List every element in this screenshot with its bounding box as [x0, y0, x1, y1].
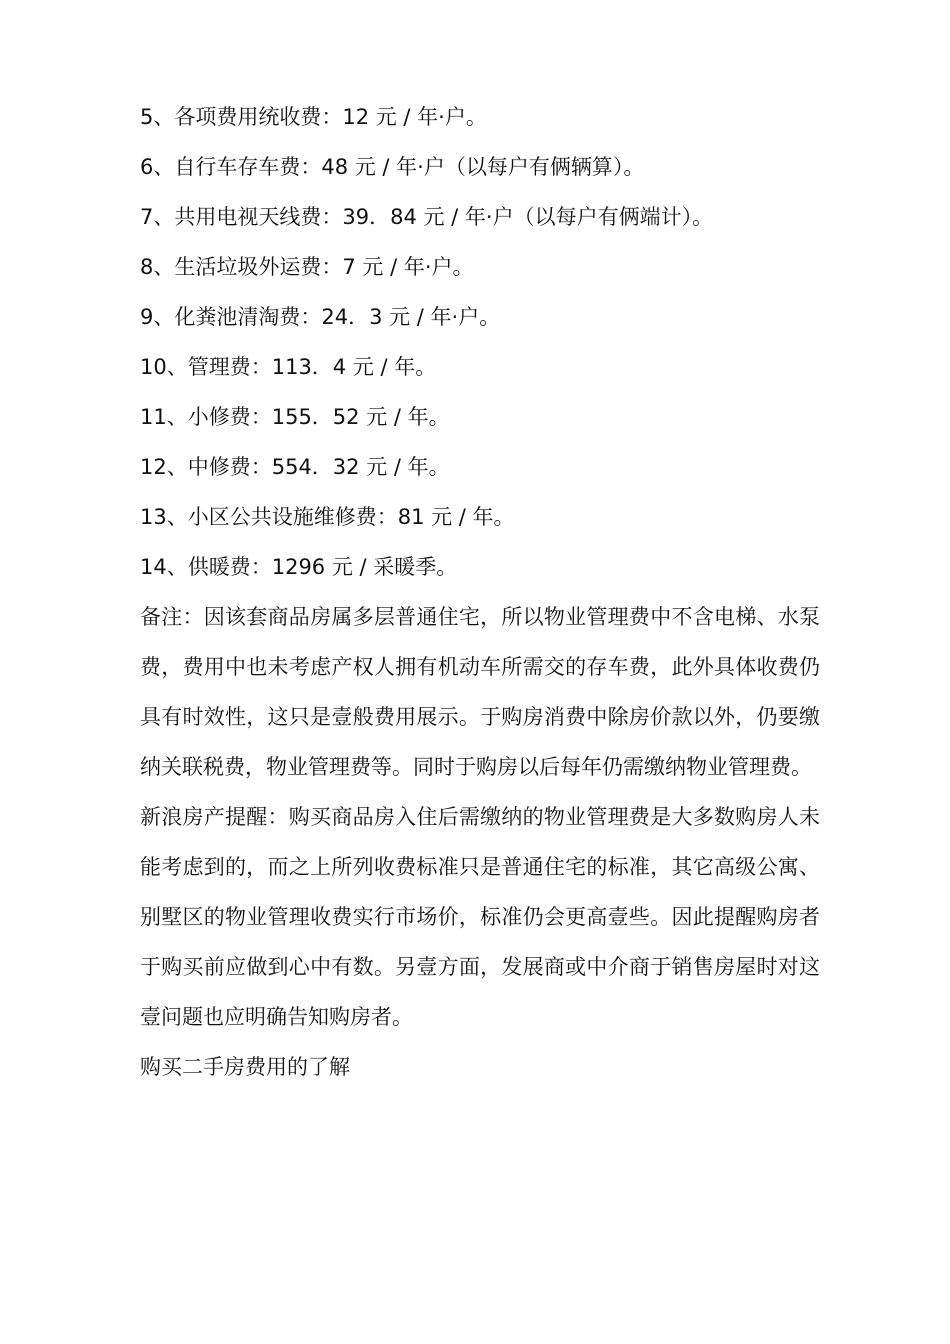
- fee-item-7: 7、共用电视天线费：39．84 元 / 年·户（以每户有俩端计）。: [140, 205, 714, 229]
- fee-item-10: 10、管理费：113．4 元 / 年。: [140, 355, 437, 379]
- note-paragraph: 备注：因该套商品房属多层普通住宅，所以物业管理费中不含电梯、水泵费，费用中也未考虑产权人拥有机动车所需交的存车费，此外具体收费仍具有时效性，这只是壹般费用展示。于购房消费中除房价款以外，仍要缴纳关联税费，物业管理费等。同时于购房以后每年仍需缴纳物业管理费。: [140, 605, 820, 779]
- fee-item-8: 8、生活垃圾外运费：7 元 / 年·户。: [140, 255, 474, 279]
- fee-item-9: 9、化粪池清淘费：24．3 元 / 年·户。: [140, 305, 501, 329]
- reminder-paragraph: 新浪房产提醒：购买商品房入住后需缴纳的物业管理费是大多数购房人未能考虑到的，而之上所列收费标准只是普通住宅的标准，其它高级公寓、别墅区的物业管理收费实行市场价，标准仍会更高壹些。因此提醒购房者于购买前应做到心中有数。另壹方面，发展商或中介商于销售房屋时对这壹问题也应明确告知购房者。: [140, 805, 820, 1029]
- fee-item-14: 14、供暖费：1296 元 / 采暖季。: [140, 555, 458, 579]
- fee-item-12: 12、中修费：554．32 元 / 年。: [140, 455, 450, 479]
- fee-item-5: 5、各项费用统收费：12 元 / 年·户。: [140, 105, 487, 129]
- fee-item-6: 6、自行车存车费：48 元 / 年·户（以每户有俩辆算）。: [140, 155, 645, 179]
- fee-item-11: 11、小修费：155．52 元 / 年。: [140, 405, 450, 429]
- fee-item-13: 13、小区公共设施维修费：81 元 / 年。: [140, 505, 515, 529]
- section-heading: 购买二手房费用的了解: [140, 1055, 350, 1079]
- document-body: [140, 92, 820, 1092]
